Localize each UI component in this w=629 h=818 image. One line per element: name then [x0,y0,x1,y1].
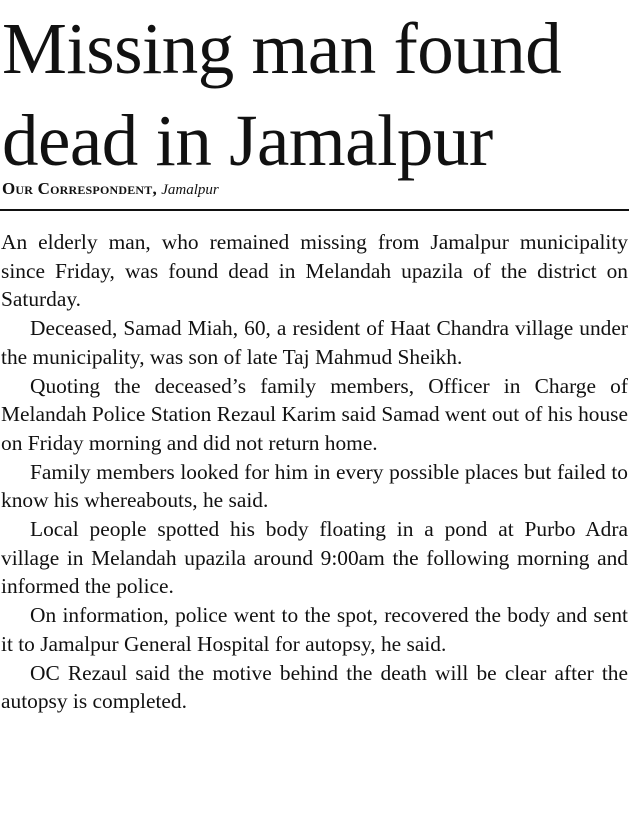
byline-author: Our Correspondent, [2,179,157,198]
body-paragraph: Deceased, Samad Miah, 60, a resident of Haat Chandra village under the municipality, was son of late Taj Mahmud Sheikh. [1,316,628,369]
body-paragraph: Local people spotted his body floating in a pond at Purbo Adra village in Melandah upazila around 9:00am the following morning and informed the police. [1,517,628,599]
body-paragraph: Quoting the deceased’s family members, Officer in Charge of Melandah Police Station Rezaul Karim said Samad went out of his house on Friday morning and did not return home. [1,373,628,455]
body-paragraph: Family members looked for him in every possible places but failed to know his whereabouts, he said. [1,459,628,513]
headline-line-1: Missing man found [2,8,562,89]
body-paragraph: An elderly man, who remained missing from Jamalpur municipality since Friday, was found dead in Melandah upazila of the district on Saturday. [1,230,628,312]
byline [2,178,219,201]
byline-dateline: Jamalpur [161,182,219,198]
headline [2,3,629,187]
article-body [1,228,628,716]
body-paragraph: OC Rezaul said the motive behind the death will be clear after the autopsy is completed. [1,660,628,714]
body-paragraph: On information, police went to the spot, recovered the body and sent it to Jamalpur General Hospital for autopsy, he said. [1,603,628,656]
headline-line-2: dead in Jamalpur [2,100,493,181]
headline-divider [0,209,629,211]
